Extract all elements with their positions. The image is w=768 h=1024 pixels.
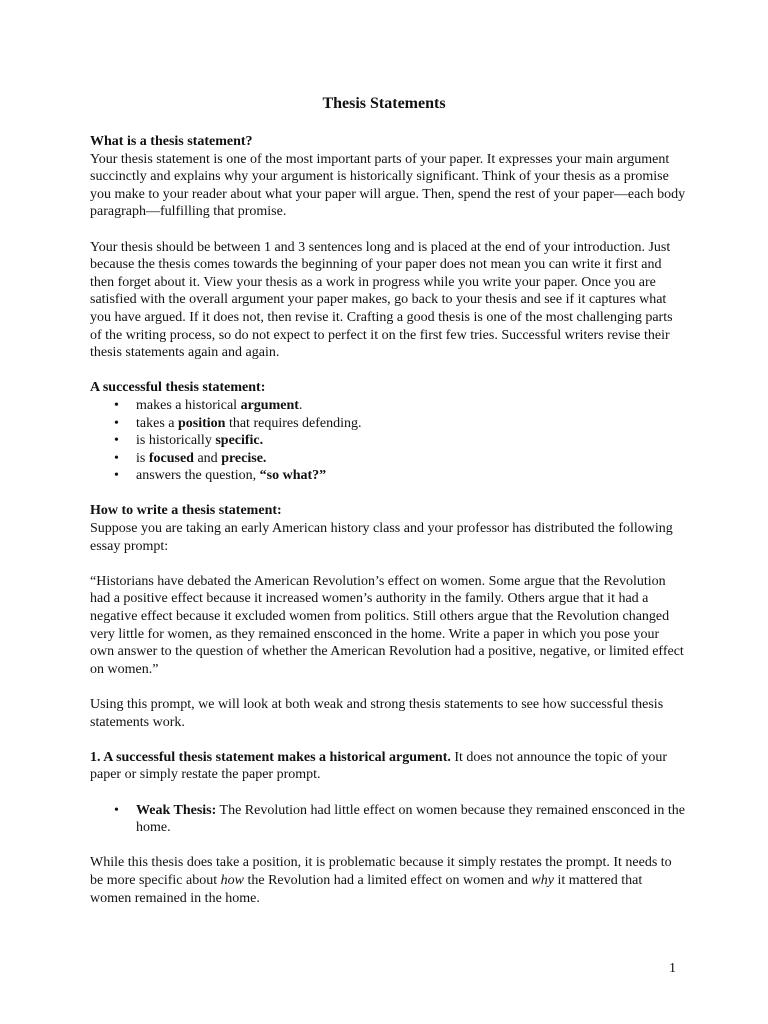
list-item <box>90 432 686 450</box>
list-item-text: that requires defending. <box>225 415 362 431</box>
list-item-text: answers the question, <box>136 468 260 484</box>
bullet-icon: • <box>114 450 119 466</box>
list-item-text: . <box>298 397 303 413</box>
list-item-bold: focused <box>148 450 194 466</box>
analysis-text: it mattered that women remained in the home. <box>90 872 643 906</box>
weak-thesis-text: The Revolution had little effect on women because they remained ensconced in the home. <box>136 802 685 836</box>
paragraph-essay-prompt: “Historians have debated the American Revolution’s effect on women. Some argue that the Revolution had a positive effect because it increased women’s authority in the family. Others argue that it had a negative effect because it excluded women from politics. Still others argue that the Revolution changed very little for women, as they remained ensconced in the home. Write a paper in which you pose your own answer to the question of whether the American Revolution had a positive, negative, or limited effect on women.” <box>90 573 684 677</box>
analysis-text: the Revolution had a limited effect on women and <box>243 872 532 888</box>
paragraph-prompt-intro: Suppose you are taking an early American history class and your professor has distributed the following essay prompt: <box>90 521 673 554</box>
paragraph-using-prompt: Using this prompt, we will look at both weak and strong thesis statements to see how successful thesis statements work. <box>90 697 664 730</box>
list-item-text: is historically <box>136 433 216 449</box>
document-body <box>90 133 686 907</box>
analysis-text: While this thesis does take a position, it is problematic because it simply restates the prompt. It needs to be more specific about <box>90 855 672 888</box>
list-item-bold: position <box>177 415 226 431</box>
page-title: Thesis Statements <box>322 95 446 112</box>
list-item <box>90 415 686 433</box>
analysis-emphasis: how <box>220 872 244 888</box>
weak-thesis-label: Weak Thesis: <box>136 802 217 818</box>
bullet-icon: • <box>114 802 119 818</box>
weak-thesis-item <box>90 802 686 837</box>
list-item-bold: “so what?” <box>259 468 327 484</box>
list-item <box>90 467 686 485</box>
point-one-heading: 1. A successful thesis statement makes a historical argument. <box>90 749 451 765</box>
list-item <box>90 397 686 415</box>
list-item-bold: argument <box>240 397 299 413</box>
paragraph-length-revision: Your thesis should be between 1 and 3 sentences long and is placed at the end of your introduction. Just because the thesis comes towards the beginning of your paper does not mean you can write it first and then forget about it. View your thesis as a work in progress while you write your paper. Once you are satisfied with the overall argument your paper makes, go back to your thesis and see if it captures what you have argued. If it does not, then revise it. Crafting a good thesis is one of the most challenging parts of the writing process, so do not expect to perfect it on the first few tries. Successful writers revise their thesis statements again and again. <box>90 239 673 361</box>
list-item-bold: specific. <box>215 433 264 449</box>
page-number: 1 <box>669 961 676 976</box>
paragraph-point-one <box>90 749 686 784</box>
paragraph-weak-analysis <box>90 854 686 907</box>
paragraph-definition: Your thesis statement is one of the most important parts of your paper. It expresses your main argument succinctly and explains why your argument is historically significant. Think of your thesis as a promise you make to your reader about what your paper will argue. Then, spend the rest of your paper—each body paragraph—fulfilling that promise. <box>90 151 686 220</box>
list-item-text: and <box>193 450 222 466</box>
list-item-text: takes a <box>136 415 178 431</box>
list-item-text: makes a historical <box>136 397 241 413</box>
bullet-icon: • <box>114 415 119 431</box>
analysis-emphasis: why <box>531 872 554 888</box>
bullet-icon: • <box>114 433 119 449</box>
list-item-bold: precise. <box>221 450 267 466</box>
bullet-icon: • <box>114 397 119 413</box>
point-one-text: It does not announce the topic of your paper or simply restate the paper prompt. <box>90 749 668 783</box>
list-item <box>90 450 686 468</box>
section-heading-how-to: How to write a thesis statement: <box>90 503 282 519</box>
section-heading-successful: A successful thesis statement: <box>90 380 266 396</box>
criteria-list <box>90 397 686 485</box>
list-item-text: is <box>136 450 149 466</box>
section-heading-what-is: What is a thesis statement? <box>90 134 253 149</box>
bullet-icon: • <box>114 468 119 484</box>
